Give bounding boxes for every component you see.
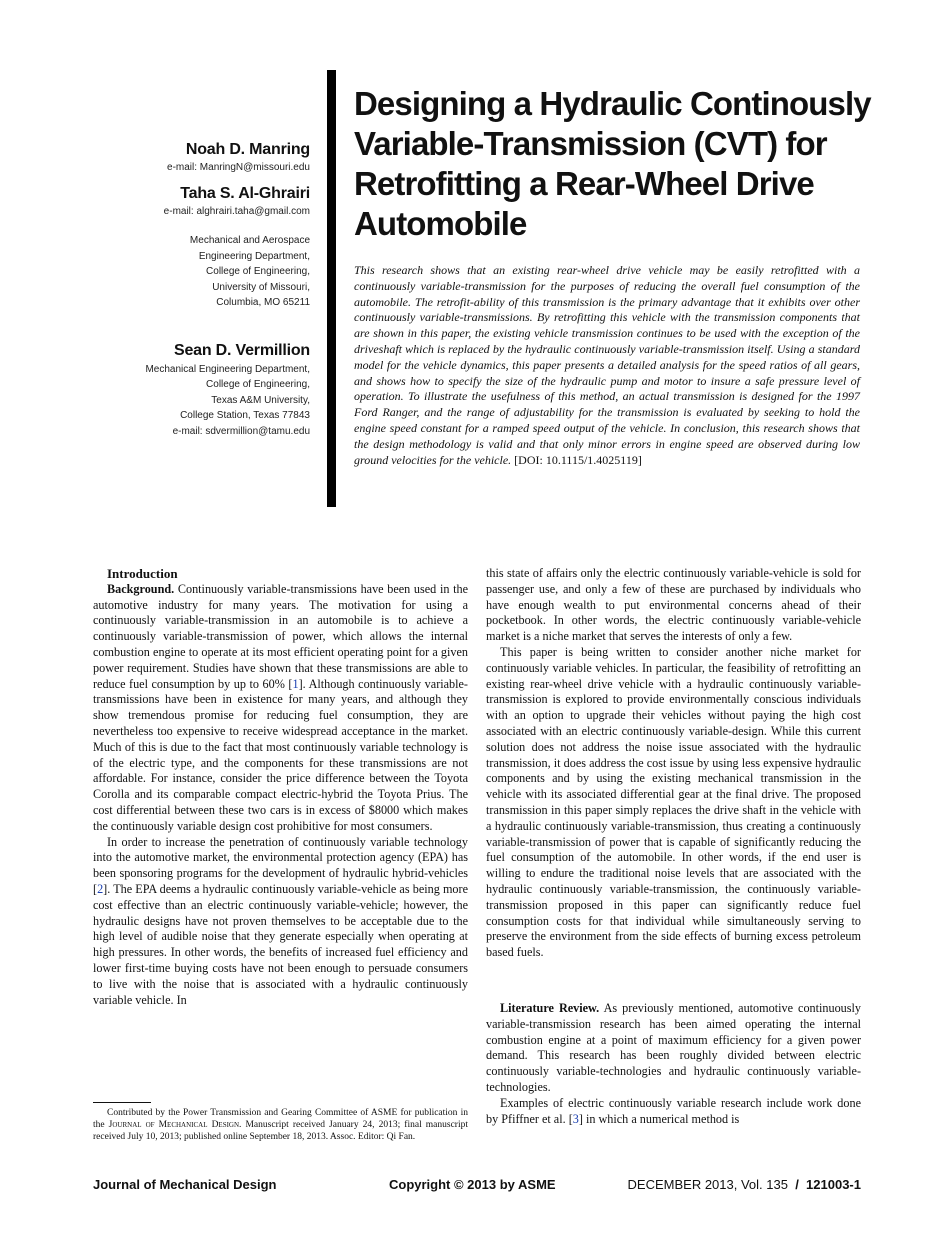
- abstract-text: This research shows that an existing rear-wheel drive vehicle may be easily retrofitted with a continuously variable-transmission for the purposes of reducing the overall fuel consumption of the automobile. The retrofit-ability of this transmission is the primary advantage that it exhibits over other continuously variable-transmissions. By retrofitting this vehicle with the transmission components that are shown in this paper, the existing vehicle transmission continues to be used with the exception of the driveshaft which is replaced by the hydraulic continuously variable-transmission itself. Using a standard model for the vehicle dynamics, this paper presents a detailed analysis for the speed ratios of all gears, and shows how to specify the size of the hydraulic pump and motor to insure a safe pressure level of operation. To illustrate the usefulness of this method, an actual transmission is designed for the 1997 Ford Ranger, and the range of adjustability for the transmission is evaluated by seeking to hold the engine speed constant for a ramped speed output of the vehicle. In conclusion, this research shows that the design methodology is valid and that only minor errors in engine speed are observed during low ground velocities for the vehicle.: [354, 263, 860, 467]
- affiliation-line: Columbia, MO 65211: [216, 297, 310, 308]
- affiliation-1: [120, 233, 310, 311]
- paragraph-text: As previously mentioned, automotive continuously variable-transmission research has been aimed operating the internal combustion engine at a point of maximum efficiency for a given power demand. This research has been roughly divided between electric continuously variable-technologies and hydraulic continuously variable-technologies.: [486, 1000, 861, 1094]
- author-email[interactable]: e-mail: alghrairi.taha@gmail.com: [163, 205, 310, 217]
- footnote-journal: Journal of Mechanical Design: [108, 1120, 240, 1130]
- paragraph-text: Examples of electric continuously variable research include work done by Pfiffner et al. [: [486, 1095, 861, 1126]
- subsection-label: Literature Review.: [500, 1000, 600, 1015]
- author-email[interactable]: e-mail: sdvermillion@tamu.edu: [172, 425, 310, 437]
- affiliation-line: Mechanical and Aerospace: [189, 235, 310, 246]
- footer-copyright: Copyright © 2013 by ASME: [389, 1177, 556, 1192]
- author-email[interactable]: e-mail: ManringN@missouri.edu: [167, 162, 310, 173]
- paragraph-text: ]. Although continuously variable-transmissions have been in existence for many years, and although they show tremendous promise for reducing fuel consumption, they are nevertheless too expensive to receive widespread acceptance in the market. Much of this is due to the fact that most continuously variable technology is of the electric type, and the components for these transmissions are not affordable. For instance, consider the price difference between the Toyota Corolla and its comparable compact electric-hybrid the Toyota Prius. The cost differential between these two cars is in excess of $8000 which makes the continuously variable design cost prohibitive for most consumers.: [93, 676, 468, 833]
- author-name: Sean D. Vermillion: [173, 341, 310, 359]
- citation-link[interactable]: 2: [97, 881, 104, 896]
- footer-issue: [628, 1177, 861, 1192]
- paragraph: [486, 1001, 861, 1096]
- footnote-text: Contributed by the Power Transmission and Gearing Committee of ASME for publication in the: [93, 1108, 468, 1130]
- paragraph-text: In order to increase the penetration of continuously variable technology into the automotive market, the environmental protection agency (EPA) has been sponsoring programs for the development of hydraulic hybrid-vehicles [: [93, 834, 468, 896]
- citation-link[interactable]: 3: [572, 1111, 579, 1126]
- footnote-rule: [93, 1102, 151, 1103]
- title-divider-bar: [327, 70, 336, 507]
- doi[interactable]: [DOI: 10.1115/1.4025119]: [514, 452, 642, 467]
- page-number: 121003-1: [806, 1177, 861, 1192]
- affiliation-line: Engineering Department,: [198, 250, 310, 262]
- paragraph: [93, 582, 468, 835]
- paragraph: This paper is being written to consider another niche market for continuously variable vehicles. In particular, the feasibility of retrofitting an existing rear-wheel drive vehicle with a hydraulic continuously variable-transmission is explored to provide environmentally conscious individuals with an option to upgrade their vehicles without paying the high cost associated with an electric continuously variable-design. While this current solution does not address the noise issue associated with the hydraulic transmission, it does address the cost issue by using less expensive hydraulic components and by using the existing mechanical transmission in the vehicle with its associated differential gear at the final drive. The proposed transmission in this paper simply replaces the drive shaft in the vehicle with a hydraulic continuously variable-transmission, thus creating a continuously variable-transmission of power that is capable of significantly reducing the fuel consumption of the automobile. In other words, if the end user is willing to endure the traditional noise levels that are associated with the hydraulic continuously variable-transmission, the continuously variable-transmission proposed in this paper can significantly reduce fuel consumption costs for that individual while simultaneously serving to preserve the environment from the side effects of burning excess petroleum based fuels.: [486, 644, 861, 960]
- abstract: [354, 263, 860, 468]
- affiliation-line: Mechanical Engineering Department,: [145, 363, 310, 375]
- author-1: [120, 140, 310, 176]
- paragraph: this state of affairs only the electric continuously variable-vehicle is sold for passenger use, and only a few of these are purchased by individuals who have enough wealth to put environmental concerns ahead of their pocketbook. In other words, the electric continuously variable-vehicle market is a niche market that serves the interests of only a few.: [486, 566, 861, 644]
- author-name: Noah D. Manring: [185, 141, 310, 158]
- paragraph-text: ]. The EPA deems a hydraulic continuously variable-vehicle as being more cost effective than an electric continuously variable-vehicle; however, the hydraulic designs have not proven themselves to be acceptable due to the high level of audible noise that they generate especially when operating at high pressures. In other words, the benefits of increased fuel efficiency and lower first-time buying costs have not been enough to persuade consumers to live with the noise that is associated with a hydraulic continuously variable vehicle. In: [93, 881, 468, 1007]
- footnote-text: . Manuscript received January 24, 2013; final manuscript received July 10, 2013; published online September 18, 2013. Assoc. Editor: Qi Fan.: [93, 1120, 468, 1142]
- paragraph-text: ] in which a numerical method is: [578, 1111, 740, 1126]
- affiliation-line: Texas A&M University,: [211, 394, 310, 406]
- footer-issue-text: DECEMBER 2013, Vol. 135: [627, 1177, 788, 1192]
- subsection-label: Background.: [107, 581, 175, 596]
- affiliation-line: College of Engineering,: [206, 379, 310, 390]
- footer-journal: Journal of Mechanical Design: [93, 1177, 277, 1192]
- paragraph-text: Continuously variable-transmissions have been used in the automotive industry for many years. The motivation for using a continuously variable-transmission in an automobile is to achieve a continuously variable-transmission of power, which allows the internal combustion engine to operate at its most efficient operating point for a given power requirement. Studies have shown that these transmissions are able to reduce fuel consumption by up to 60% [: [93, 581, 469, 691]
- footnote: [93, 1107, 468, 1143]
- paragraph: [486, 1096, 861, 1128]
- footer-separator: /: [795, 1177, 799, 1192]
- affiliation-line: University of Missouri,: [212, 281, 310, 293]
- author-3: [120, 341, 310, 440]
- body-column-right: [486, 566, 861, 1127]
- affiliation-2: [120, 362, 310, 440]
- body-column-left: [93, 566, 468, 1008]
- author-column: [120, 140, 310, 439]
- affiliation-line: College of Engineering,: [206, 266, 310, 277]
- affiliation-line: College Station, Texas 77843: [180, 410, 310, 421]
- author-name: Taha S. Al-Ghrairi: [180, 184, 310, 202]
- paragraph: [93, 835, 468, 1009]
- citation-link[interactable]: 1: [292, 676, 299, 691]
- author-2: [120, 184, 310, 220]
- paper-title: Designing a Hydraulic Continously Variable-Transmission (CVT) for Retrofitting a Rear-Wheel Drive Automobile: [354, 85, 871, 242]
- spacer: [486, 981, 861, 1001]
- spacer: [486, 961, 861, 981]
- page-footer: [93, 1177, 861, 1197]
- section-heading: Introduction: [107, 566, 178, 581]
